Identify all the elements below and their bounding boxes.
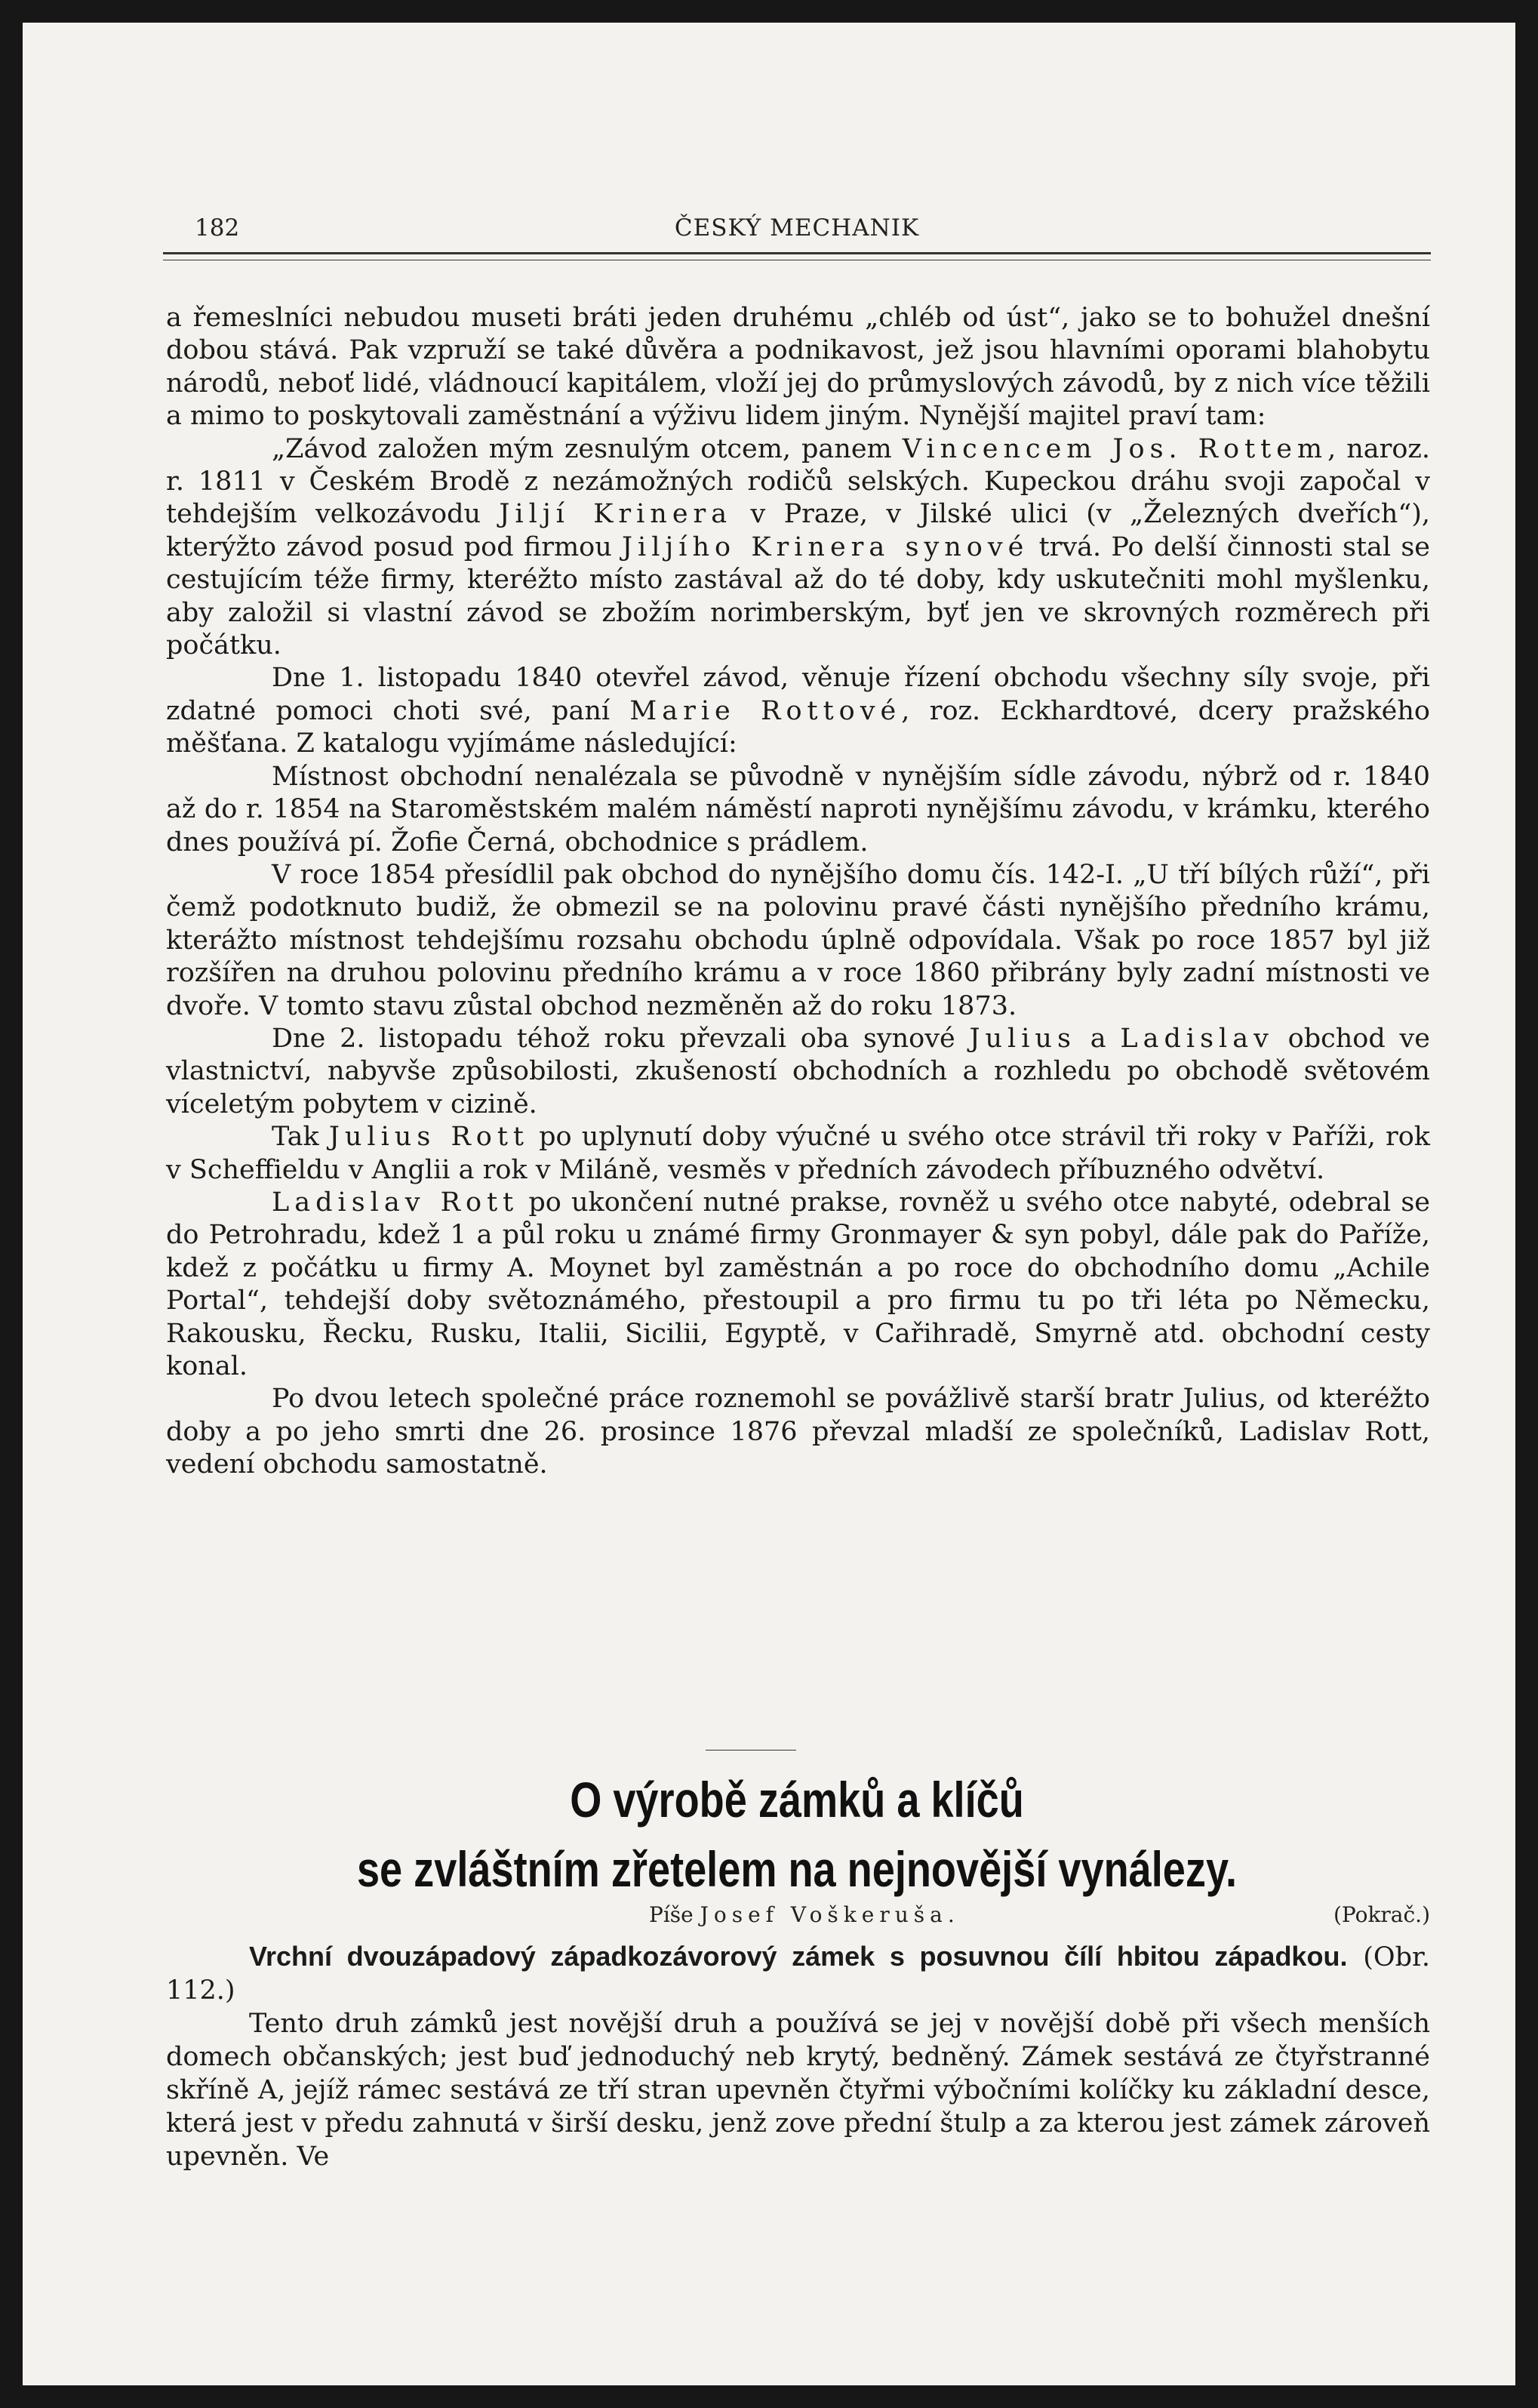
person-name: Vincencem Jos. Rottem (902, 433, 1328, 464)
paragraph: Dne 1. listopadu 1840 otevřel závod, věnuje řízení obchodu všechny síly svoje, při zdatné pomoci choti své, paní Marie Rottové, roz. Eckhardtové, dcery pražského měšťana. Z katalogu vyjímáme následující: (166, 663, 1430, 759)
person-name: Julius (969, 1023, 1076, 1054)
person-name: Jiljí Krinera (499, 499, 733, 530)
page-header (163, 214, 1431, 245)
section-divider (706, 1750, 796, 1751)
paragraph: Dne 2. listopadu téhož roku převzali oba synové Julius a Ladislav obchod ve vlastnictví, nabyvše způsobilosti, zkušeností obchodních a rozhledu po obchodě světovém víceletým pobytem v cizině. (166, 1023, 1431, 1119)
person-name: Ladislav Rott (272, 1187, 519, 1218)
new-article-body (166, 1940, 1430, 2173)
journal-page (23, 23, 1515, 2385)
paragraph: Tento druh zámků jest novější druh a používá se jej v novější době při všech menších domech občanských; jest buď jednoduchý neb krytý, bedněný. Zámek sestává ze čtyřstranné skříně A, jejíž rámec sestává ze tří stran upevněn čtyřmi výbočními kolíčky ku základní desce, která jest v předu zahnutá v širší desku, jenž zove přední štulp a za kterou jest zámek zároveň upevněn. Ve (166, 2009, 1430, 2172)
author: Píše Josef Voškeruša. (649, 1902, 960, 1927)
running-title: ČESKÝ MECHANIK (674, 214, 920, 242)
section-subheading: Vrchní dvouzápadový západkozávorový zámek s posuvnou čílí hbitou západkou. (Obr. 112.) (166, 1941, 1430, 2006)
paragraph: a řemeslníci nebudou museti bráti jeden druhému „chléb od úst“, jako se to bohužel dnešní dobou stává. Pak vzpruží se také důvěra a podnikavost, jež jsou hlavními oporami blahobytu národů, neboť lidé, vládnoucí kapitálem, vloží jej do průmyslových závodů, by z nich více těžili a mimo to poskytovali zaměstnání a výživu lidem jiným. Nynější majitel praví tam: (166, 303, 1430, 432)
person-name: Ladislav (1120, 1023, 1274, 1054)
person-name: Julius Rott (328, 1122, 529, 1153)
byline (166, 1902, 1430, 1932)
paragraph: „Závod založen mým zesnulým otcem, panem Vincencem Jos. Rottem, naroz. r. 1811 v Českém Brodě z nezámožných rodičů selských. Kupeckou dráhu svoji započal v tehdejším velkozávodu Jiljí Krinera v Praze, v Jilské ulici (v „Železných dveřích“), kterýžto závod posud pod firmou Jiljího Krinera synové trvá. Po delší činnosti stal se cestujícím téže firmy, kteréžto místo zastával až do té doby, kdy uskutečniti mohl myšlenku, aby založil si vlastní závod se zbožím norimberským, byť jen ve skrovných rozměrech při počátku. (166, 433, 1431, 661)
firm-name: Jiljího Krinera synové (622, 531, 1029, 562)
article-title (163, 1765, 1431, 1904)
paragraph: V roce 1854 přesídlil pak obchod do nynějšího domu čís. 142-I. „U tří bílých růží“, při čemž podotknuto budiž, že obmezil se na polovinu pravé části nynějšího předního krámu, kterážto místnost tehdejšímu rozsahu obchodu úplně odpovídala. Však po roce 1857 byl již rozšířen na druhou polovinu předního krámu a v roce 1860 přibrány byly zadní místnosti ve dvoře. V tomto stavu zůstal obchod nezměněn až do roku 1873. (166, 859, 1430, 1021)
article-body (166, 302, 1430, 1482)
person-name: Marie Rottové (629, 695, 902, 726)
figure-reference: (Obr. 112.) (166, 1942, 1430, 2006)
paragraph: Místnost obchodní nenalézala se původně v nynějším sídle závodu, nýbrž od r. 1840 až do r. 1854 na Staroměstském malém náměstí naproti nynějšímu závodu, v krámku, kterého dnes používá pí. Žofie Černá, obchodnice s prádlem. (166, 761, 1430, 858)
title-line-2: se zvláštním zřetelem na nejnovější vynálezy. (356, 1841, 1238, 1897)
paragraph: Po dvou letech společné práce roznemohl se povážlivě starší bratr Julius, od kteréžto doby a po jeho smrti dne 26. prosince 1876 převzal mladší ze společníků, Ladislav Rott, vedení obchodu samostatně. (166, 1384, 1430, 1480)
page-number: 182 (195, 214, 240, 242)
title-line-1: O výrobě zámků a klíčů (570, 1772, 1024, 1828)
continued-note: (Pokrač.) (1333, 1902, 1430, 1927)
paragraph: Tak Julius Rott po uplynutí doby výučné u svého otce strávil tři roky v Paříži, rok v Scheffieldu v Anglii a rok v Miláně, vesměs v předních závodech příbuzného odvětví. (166, 1122, 1430, 1185)
paragraph: Ladislav Rott po ukončení nutné prakse, rovněž u svého otce nabyté, odebral se do Petrohradu, kdež 1 a půl roku u známé firmy Gronmayer & syn pobyl, dále pak do Paříže, kdež z počátku u firmy A. Moynet byl zaměstnán a po roce do obchodního domu „Achile Portal“, tehdejší doby světoznámého, přestoupil a pro firmu tu po tři léta po Německu, Rakousku, Řecku, Rusku, Italii, Sicilii, Egyptě, v Cařihradě, Smyrně atd. obchodní cesty konal. (166, 1187, 1430, 1381)
header-rule-thick (163, 252, 1431, 254)
